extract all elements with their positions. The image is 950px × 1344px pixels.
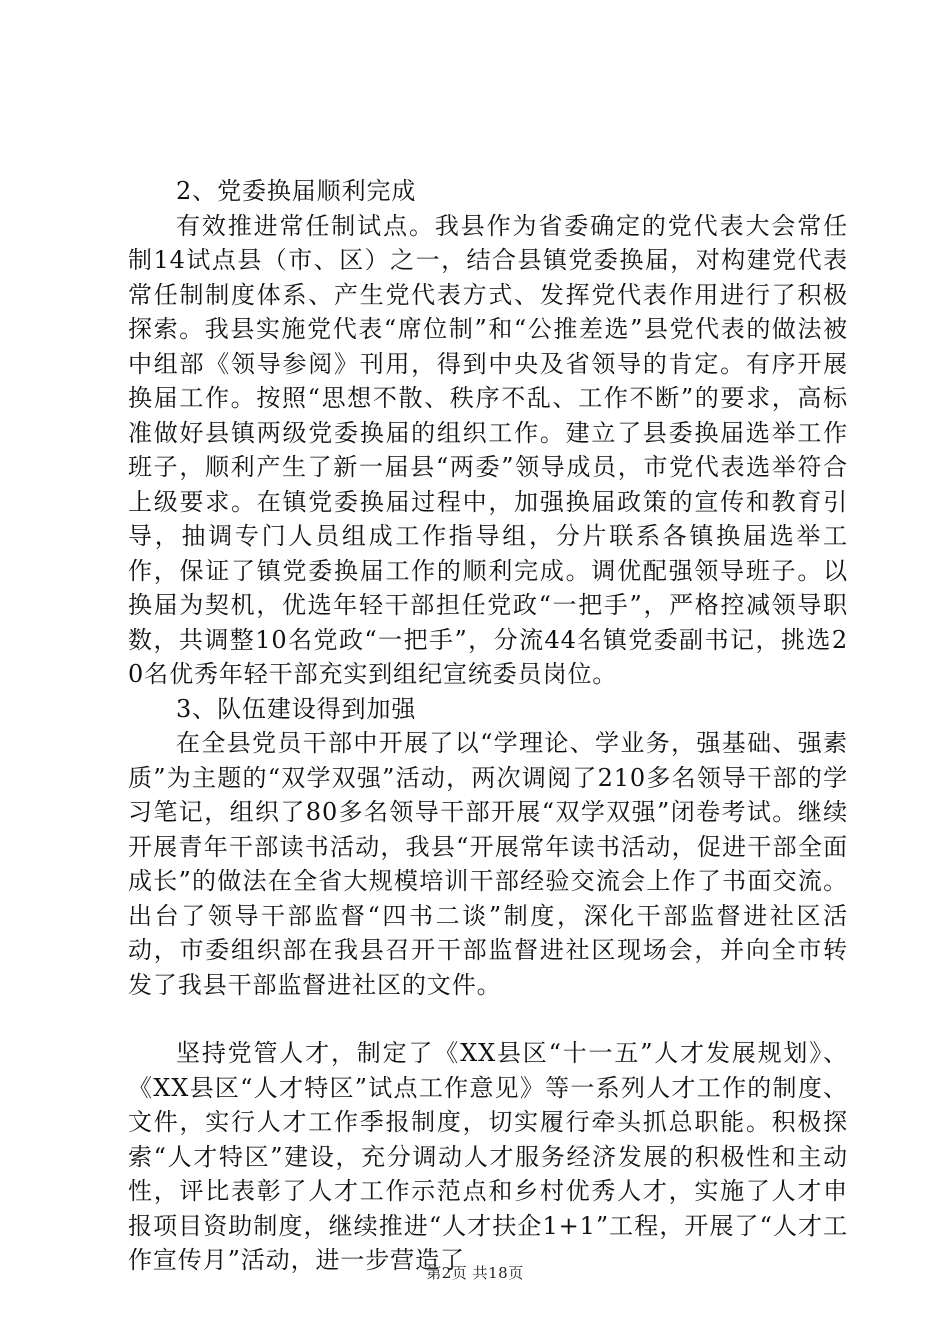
document-body (128, 174, 848, 1278)
section-2-paragraph: 有效推进常任制试点。我县作为省委确定的党代表大会常任制14试点县（市、区）之一，结合县镇党委换届，对构建党代表常任制制度体系、产生党代表方式、发挥党代表作用进行了积极探索。我县实施党代表“席位制”和“公推差选”县党代表的做法被中组部《领导参阅》刊用，得到中央及省领导的肯定。有序开展换届工作。按照“思想不散、秩序不乱、工作不断”的要求，高标准做好县镇两级党委换届的组织工作。建立了县委换届选举工作班子，顺利产生了新一届县“两委”领导成员，市党代表选举符合上级要求。在镇党委换届过程中，加强换届政策的宣传和教育引导，抽调专门人员组成工作指导组，分片联系各镇换届选举工作，保证了镇党委换届工作的顺利完成。调优配强领导班子。以换届为契机，优选年轻干部担任党政“一把手”，严格控减领导职数，共调整10名党政“一把手”，分流44名镇党委副书记，挑选20名优秀年轻干部充实到组纪宣统委员岗位。 (128, 211, 848, 688)
paragraph-spacer (128, 1002, 848, 1036)
section-3-paragraph: 在全县党员干部中开展了以“学理论、学业务，强基础、强素质”为主题的“双学双强”活动，两次调阅了210多名领导干部的学习笔记，组织了80多名领导干部开展“双学双强”闭卷考试。继续开展青年干部读书活动，我县“开展常年读书活动，促进干部全面成长”的做法在全省大规模培训干部经验交流会上作了书面交流。出台了领导干部监督“四书二谈”制度，深化干部监督进社区活动，市委组织部在我县召开干部监督进社区现场会，并向全市转发了我县干部监督进社区的文件。 (128, 729, 848, 999)
page-footer: 第2页 共18页 (426, 1264, 524, 1282)
section-3-heading: 3、队伍建设得到加强 (176, 694, 417, 723)
section-2-heading: 2、党委换届顺利完成 (176, 177, 417, 205)
talent-paragraph: 坚持党管人才，制定了《XX县区“十一五”人才发展规划》、《XX县区“人才特区”试点工作意见》等一系列人才工作的制度、文件，实行人才工作季报制度，切实履行牵头抓总职能。积极探索“人才特区”建设，充分调动人才服务经济发展的积极性和主动性，评比表彰了人才工作示范点和乡村优秀人才，实施了人才申报项目资助制度，继续推进“人才扶企1+1”工程，开展了“人才工作宣传月”活动，进一步营造了 (128, 1039, 848, 1274)
